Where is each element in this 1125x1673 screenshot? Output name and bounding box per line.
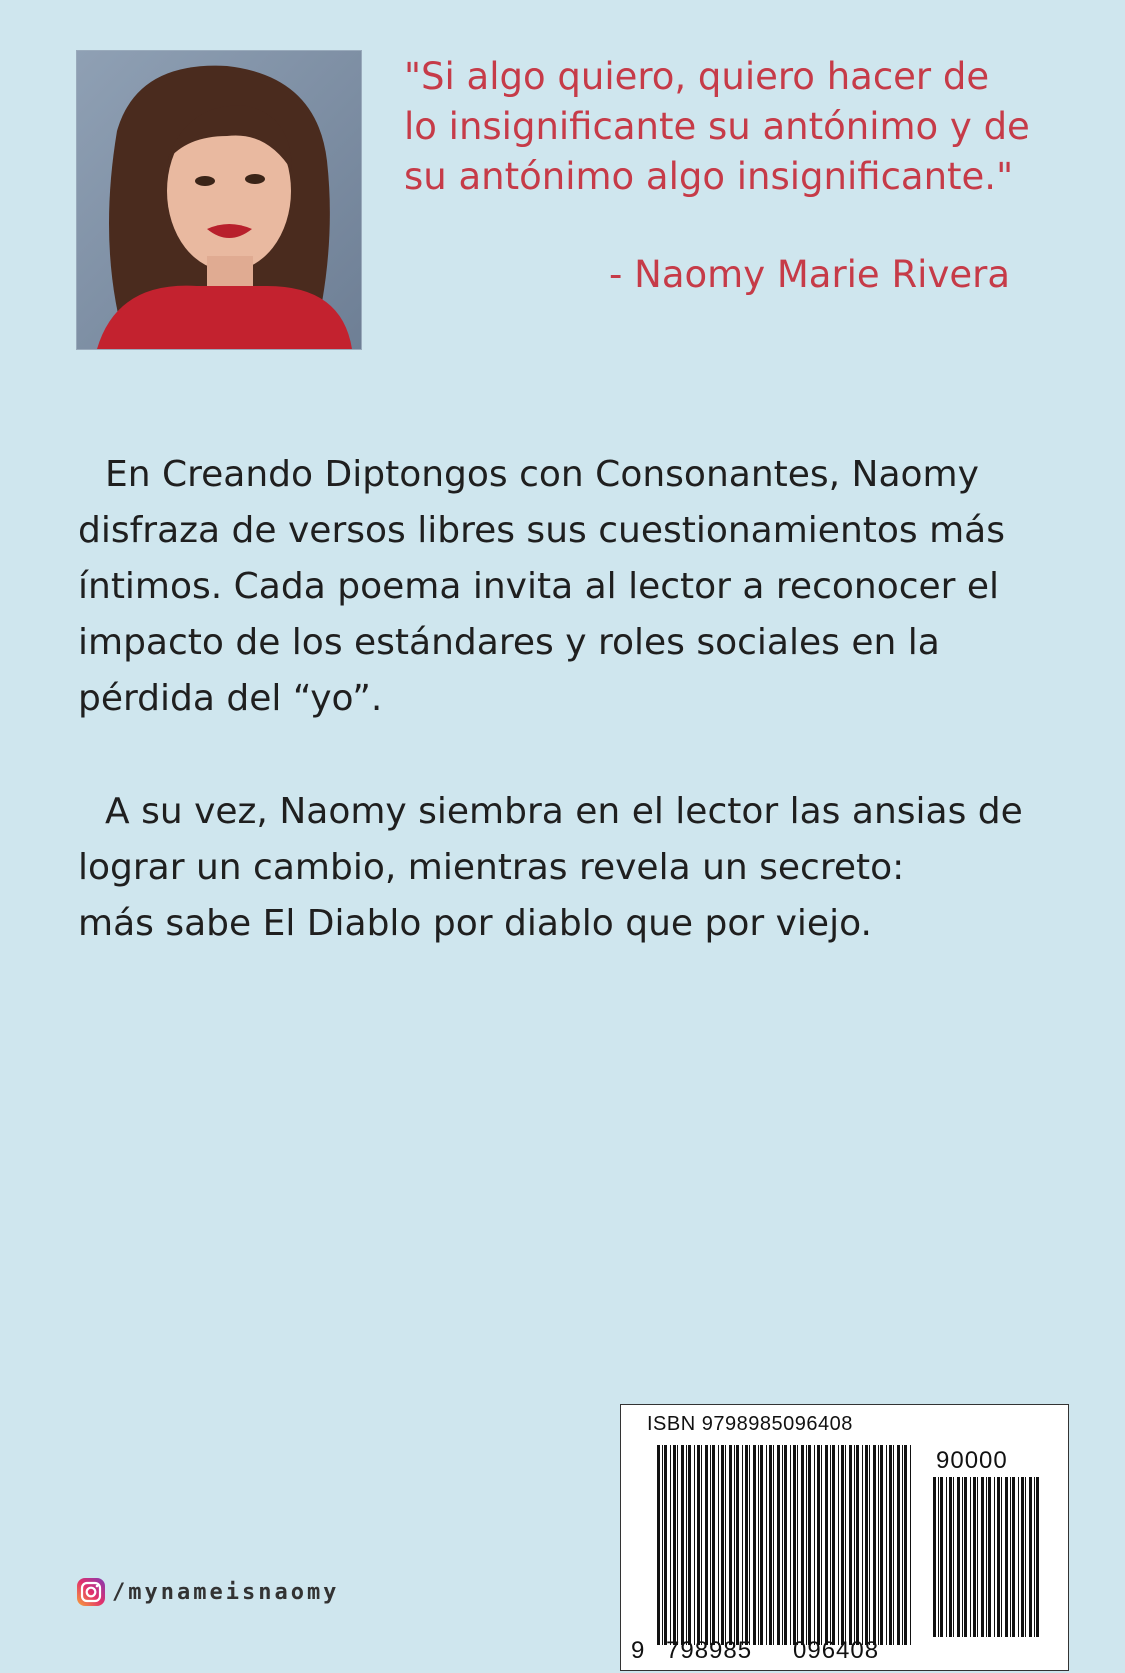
quote-line: su antónimo algo insignificante." [404,155,1014,198]
barcode-digits-group1: 798985 [666,1637,753,1664]
barcode-bars [621,1405,1068,1670]
social-handle [76,1574,339,1610]
paragraph-line: más sabe El Diablo por diablo que por viejo. [78,903,872,944]
instagram-handle: /mynameisnaomy [112,1579,340,1605]
barcode-digits-group2: 096408 [793,1637,880,1664]
description-paragraph-2 [78,784,1038,952]
isbn-label: ISBN 9798985096408 [647,1413,853,1435]
price-code: 90000 [936,1447,1008,1474]
paragraph-line: lograr un cambio, mientras revela un secreto: [78,847,905,888]
paragraph-line: pérdida del “yo”. [78,678,383,719]
paragraph-line: A su vez, Naomy siembra en el lector las ansias de [105,791,1023,832]
description-paragraph-1 [78,447,1038,727]
paragraph-line: disfraza de versos libres sus cuestionamientos más [78,510,1005,551]
paragraph-line: En Creando Diptongos con Consonantes, Naomy [105,454,979,495]
paragraph-line: íntimos. Cada poema invita al lector a reconocer el [78,566,1000,607]
author-photo [76,50,362,350]
barcode-digit-first: 9 [631,1637,646,1664]
paragraph-line: impacto de los estándares y roles sociales en la [78,622,940,663]
quote-line: "Si algo quiero, quiero hacer de [404,55,990,98]
quote [404,52,1064,202]
quote-line: lo insignificante su antónimo y de [404,105,1030,148]
instagram-icon [76,1577,106,1607]
quote-author: - Naomy Marie Rivera [609,253,1010,296]
isbn-barcode [620,1404,1069,1671]
